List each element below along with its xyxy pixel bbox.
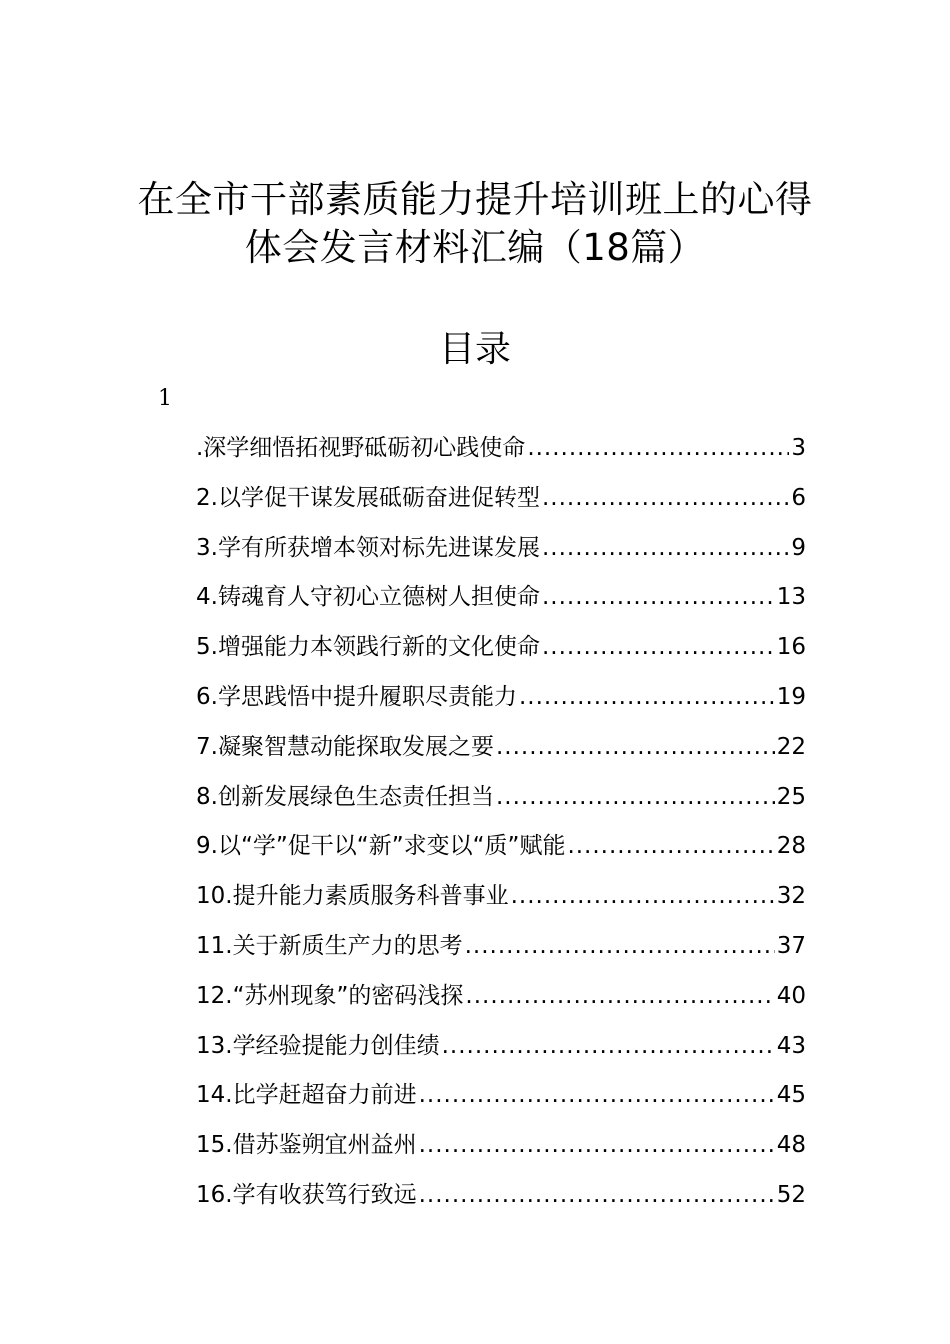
toc-entry-page-number: 37: [776, 932, 806, 959]
document-title-line-1: 在全市干部素质能力提升培训班上的心得: [137, 178, 813, 221]
toc-dot-leader: [496, 773, 775, 823]
toc-entry[interactable]: [196, 673, 806, 723]
toc-dot-leader: [542, 573, 775, 623]
toc-entry-page-number: 25: [776, 783, 806, 810]
toc-entry-page-number: 19: [776, 683, 806, 710]
toc-entry-page-number: 16: [776, 634, 806, 661]
toc-entry[interactable]: [196, 822, 806, 872]
toc-entry[interactable]: [196, 773, 806, 823]
toc-entry[interactable]: [196, 922, 806, 972]
toc-entry-title: 12.“苏州现象”的密码浅探: [196, 982, 464, 1009]
toc-entry-page-number: 13: [776, 584, 806, 611]
toc-entry-page-number: 43: [776, 1032, 806, 1059]
toc-entry-title: 7.凝聚智慧动能探取发展之要: [196, 733, 494, 760]
toc-entry[interactable]: [196, 972, 806, 1022]
toc-entry-page-number: 32: [776, 883, 806, 910]
toc-dot-leader: [527, 424, 789, 474]
toc-dot-leader: [419, 1121, 775, 1171]
toc-entry[interactable]: [196, 872, 806, 922]
toc-entry[interactable]: [196, 573, 806, 623]
page-marker: 1: [158, 386, 172, 411]
toc-entry-title: 9.以“学”促干以“新”求变以“质”赋能: [196, 833, 566, 860]
toc-dot-leader: [542, 623, 775, 673]
toc-entry-title: 8.创新发展绿色生态责任担当: [196, 783, 494, 810]
toc-entry[interactable]: [196, 1022, 806, 1072]
toc-entry-page-number: 28: [776, 833, 806, 860]
toc-dot-leader: [519, 673, 775, 723]
toc-dot-leader: [465, 922, 775, 972]
toc-entry-page-number: 6: [791, 484, 806, 511]
toc-entry-page-number: 45: [776, 1082, 806, 1109]
toc-entry[interactable]: [196, 723, 806, 773]
document-title-line-2: 体会发言材料汇编（18篇）: [244, 226, 706, 269]
toc-entry[interactable]: [196, 424, 806, 474]
toc-entry-title: 13.学经验提能力创佳绩: [196, 1032, 440, 1059]
toc-entry-title: 4.铸魂育人守初心立德树人担使命: [196, 584, 540, 611]
toc-dot-leader: [419, 1171, 775, 1221]
toc-entry-page-number: 40: [776, 982, 806, 1009]
toc-entry-title: 2.以学促干谋发展砥砺奋进促转型: [196, 484, 540, 511]
toc-entry-page-number: 3: [791, 435, 806, 461]
toc-dot-leader: [442, 1022, 775, 1072]
toc-entry[interactable]: [196, 1071, 806, 1121]
toc-entry[interactable]: [196, 474, 806, 524]
toc-entry[interactable]: [196, 524, 806, 574]
toc-entry-title: 16.学有收获笃行致远: [196, 1181, 417, 1208]
toc-entry-page-number: 48: [776, 1132, 806, 1159]
toc-entry-title: 14.比学赶超奋力前进: [196, 1082, 417, 1109]
toc-entry-title: 11.关于新质生产力的思考: [196, 932, 463, 959]
toc-dot-leader: [567, 822, 774, 872]
toc-entry-page-number: 9: [791, 534, 806, 561]
toc-dot-leader: [542, 524, 789, 574]
table-of-contents: [196, 424, 806, 1221]
toc-entry-title: 10.提升能力素质服务科普事业: [196, 883, 509, 910]
toc-entry-title: .深学细悟拓视野砥砺初心践使命: [196, 435, 526, 461]
toc-dot-leader: [496, 723, 775, 773]
toc-dot-leader: [465, 972, 774, 1022]
toc-dot-leader: [419, 1071, 775, 1121]
toc-entry-page-number: 52: [776, 1181, 806, 1208]
toc-entry-title: 6.学思践悟中提升履职尽责能力: [196, 683, 517, 710]
toc-entry[interactable]: [196, 1171, 806, 1221]
toc-heading: 目录: [438, 329, 511, 370]
toc-entry[interactable]: [196, 623, 806, 673]
toc-entry-page-number: 22: [776, 733, 806, 760]
toc-dot-leader: [542, 474, 789, 524]
toc-entry-title: 15.借苏鉴朔宜州益州: [196, 1132, 417, 1159]
toc-entry-title: 5.增强能力本领践行新的文化使命: [196, 634, 540, 661]
toc-dot-leader: [511, 872, 775, 922]
toc-entry[interactable]: [196, 1121, 806, 1171]
toc-entry-title: 3.学有所获增本领对标先进谋发展: [196, 534, 540, 561]
